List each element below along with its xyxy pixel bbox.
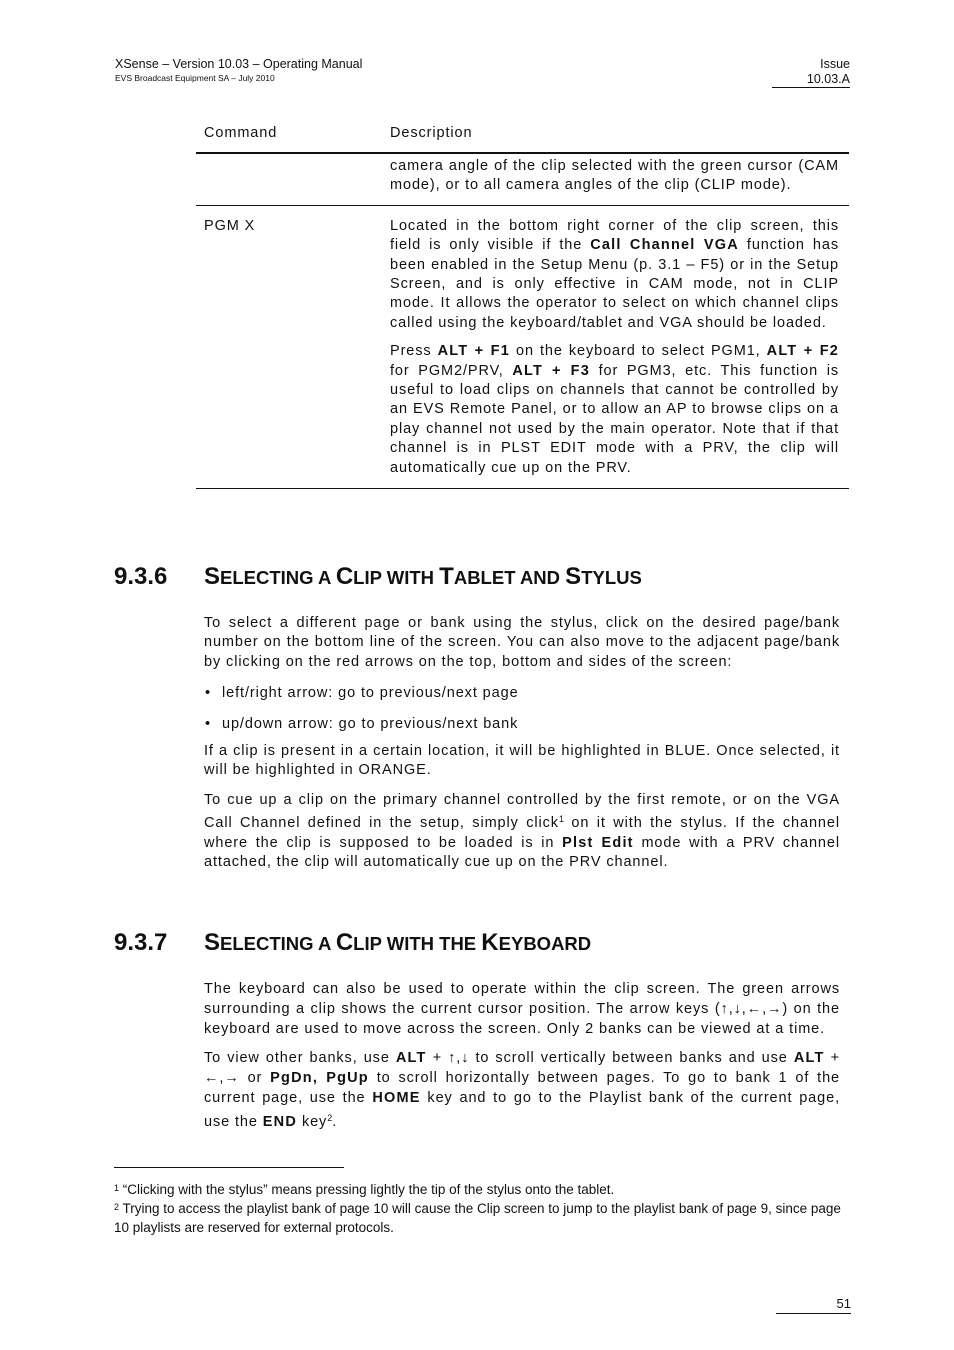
section-body-9-3-7 [204,980,840,1143]
key-name: PgDn, PgUp [270,1070,369,1087]
text-run: To view other banks, use [204,1050,396,1067]
text-run: for PGM3, etc. This function is useful to load clips on channels that cannot be controlled by an EVS Remote Panel, or to allow an AP to browse clips on a play channel not used by the main operator. Note that if that channel is in PLST EDIT mode with a PRV, the clip will automatically cue up on the PRV. [390,362,839,476]
section-title [204,929,591,956]
text-run: + ↑,↓ to scroll vertically between banks and use [426,1050,794,1067]
footnote-ref[interactable]: 1 [558,814,564,825]
function-name: Call Channel VGA [590,237,739,254]
title-run: ELECTING A [220,933,336,954]
text-run: . [332,1113,338,1130]
command-table [196,118,849,489]
column-header-command: Command [204,125,278,141]
title-run: LIP WITH [353,567,440,588]
page-header-right [772,57,850,88]
section-heading-9-3-6 [114,563,642,591]
section-number: 9.3.6 [114,563,168,590]
table-cell-description [390,217,839,478]
issue-number: 10.03.A [772,72,850,88]
text-run: on the keyboard to select PGM1, [509,343,767,360]
key-name: ALT [395,1050,427,1067]
paragraph [204,1049,840,1132]
section-body-9-3-6 [204,614,840,882]
mode-name: Plst Edit [562,834,634,851]
bullet-item: • left/right arrow: go to previous/next page [204,684,840,703]
title-run: EYBOARD [498,933,592,954]
text-run: key [297,1113,328,1130]
text-run: to scroll horizontally between pages. To go to bank 1 of the current page, use the [204,1070,840,1106]
title-run: K [481,929,499,956]
key-combo: ALT + F2 [766,343,840,360]
title-run: S [565,563,582,590]
paragraph [204,791,840,873]
text-run: on it with the stylus. If the channel where the clip is supposed to be loaded is in [204,815,840,851]
footnote-text: “Clicking with the stylus” means pressing lightly the tip of the stylus onto the tablet. [122,1182,615,1197]
key-combo: ALT + F1 [437,343,510,360]
title-run: S [204,929,221,956]
title-run: S [204,563,221,590]
title-run: C [335,929,354,956]
description-paragraph [390,217,839,333]
section-heading-9-3-7 [114,929,591,957]
text-run: Located in the bottom right corner of the clip screen, this field is only visible if the [390,217,839,254]
key-name: HOME [372,1089,421,1106]
table-row [196,206,849,489]
key-name: ALT [793,1050,825,1067]
text-run: + ←,→ or [204,1050,840,1087]
footnote-divider [114,1167,344,1168]
text-run: Press [390,343,438,360]
page-number: 51 [776,1296,851,1314]
paragraph: The keyboard can also be used to operate within the clip screen. The green arrows surrounding a clip shows the current cursor position. The arrow keys (↑,↓,←,→) on the keyboard are used to move across the screen. Only 2 banks can be viewed at a time. [204,981,840,1037]
title-run: C [335,563,354,590]
bullet-item: • up/down arrow: go to previous/next bank [204,715,840,734]
title-run: TYLUS [581,567,642,588]
table-row [196,154,849,206]
text-run: function has been enabled in the Setup Menu (p. 3.1 – F5) or in the Setup Screen, and is only effective in CAM mode, not in CLIP mode. It allows the operator to select on which channel clips called using the keyboard/tablet and VGA should be loaded. [390,237,839,331]
key-name: END [262,1113,298,1130]
document-title: XSense – Version 10.03 – Operating Manual [115,57,363,71]
footnote [114,1198,844,1237]
table-cell-command: PGM X [204,217,256,234]
key-combo: ALT + F3 [512,362,590,379]
text-run: mode with a PRV channel attached, the clip will automatically cue up on the PRV channel. [204,834,840,871]
paragraph: To select a different page or bank using the stylus, click on the desired page/bank number on the bottom line of the screen. You can also move to the adjacent page/bank by clicking on the red arrows on the top, bottom and sides of the screen: [204,615,840,670]
paragraph: If a clip is present in a certain location, it will be highlighted in BLUE. Once selected, it will be highlighted in ORANGE. [204,743,840,779]
title-run: LIP WITH THE [353,933,482,954]
section-number: 9.3.7 [114,929,168,956]
issue-label: Issue [820,57,850,71]
section-title [204,563,642,590]
table-header [196,118,849,154]
footnote-text: Trying to access the playlist bank of page 10 will cause the Clip screen to jump to the playlist bank of page 9, since page 10 playlists are reserved for external protocols. [114,1201,841,1235]
title-run: ABLET AND [453,567,566,588]
table-cell-description: camera angle of the clip selected with the green cursor (CAM mode), or to all camera angles of the clip (CLIP mode). [390,158,839,194]
text-run: key and to go to the Playlist bank of the current page, use the [204,1089,840,1130]
footnote-ref[interactable]: 2 [327,1112,333,1123]
text-run: for PGM2/PRV, [390,362,513,379]
text-run: To cue up a clip on the primary channel controlled by the first remote, or on the VGA Call Channel defined in the setup, simply click [204,791,840,832]
footnote-number: 1 [114,1183,120,1193]
title-run: T [439,563,454,590]
column-header-description: Description [390,125,473,141]
description-paragraph [390,342,839,478]
title-run: ELECTING A [220,567,336,588]
document-publisher: EVS Broadcast Equipment SA – July 2010 [115,73,275,83]
footnote [114,1179,844,1200]
footnote-number: 2 [114,1202,120,1212]
page-header-left [115,57,362,83]
